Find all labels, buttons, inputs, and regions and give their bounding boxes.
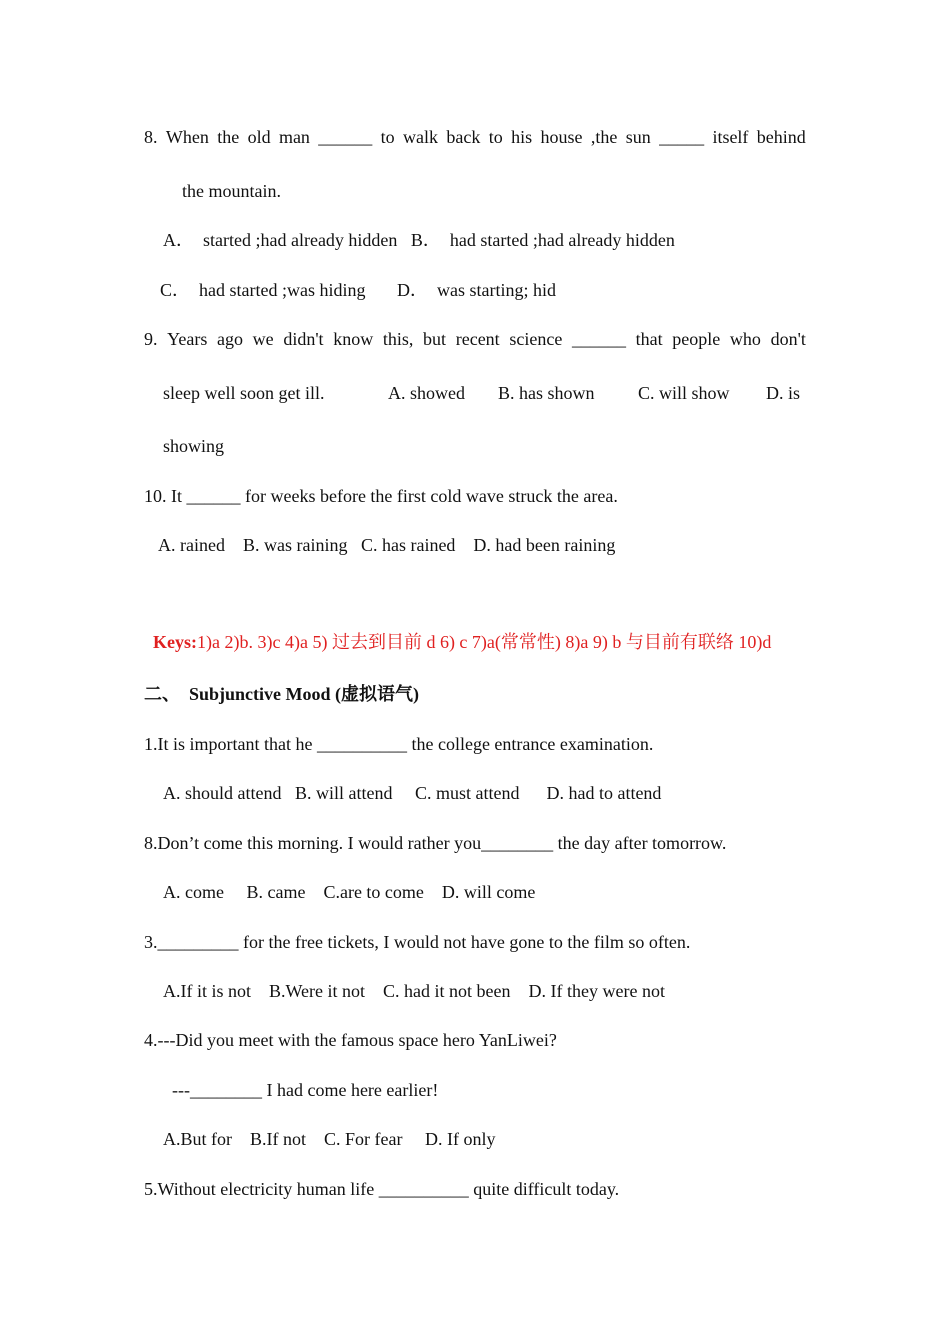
q9-option-a: A. showed — [388, 383, 465, 403]
q9-stem-line-2: sleep well soon get ill. — [163, 383, 325, 403]
word: ago — [217, 329, 243, 349]
word: people — [672, 329, 721, 349]
q8-options-cd: C． had started ;was hiding D． was starting; hid — [160, 280, 556, 300]
word: 9. — [144, 329, 158, 349]
s2-q4-stem: 4.---Did you meet with the famous space hero YanLiwei? — [144, 1030, 557, 1050]
q9-option-d: D. is — [766, 383, 801, 403]
s2-q3-options: A.If it is not B.Were it not C. had it not been D. If they were not — [163, 981, 665, 1001]
s2-q8-stem: 8.Don’t come this morning. I would rather you________ the day after tomorrow. — [144, 833, 727, 853]
word: to — [488, 127, 503, 147]
q9-stem-line-3: showing — [163, 436, 225, 456]
s2-q5-stem: 5.Without electricity human life __________ quite difficult today. — [144, 1179, 620, 1199]
s2-q4-reply: ---________ I had come here earlier! — [172, 1080, 439, 1100]
word: the — [217, 127, 240, 147]
word: recent — [455, 329, 500, 349]
word: that — [635, 329, 663, 349]
q9-option-c: C. will show — [638, 383, 730, 403]
word: we — [252, 329, 274, 349]
s2-q8-options: A. come B. came C.are to come D. will come — [163, 882, 536, 902]
word: sun — [625, 127, 651, 147]
word: house — [540, 127, 583, 147]
keys-text: 1)a 2)b. 3)c 4)a 5) 过去到目前 d 6) c 7)a(常常性) 8)a 9) b 与目前有联络 10)d — [197, 632, 772, 652]
word: behind — [756, 127, 806, 147]
q9-stem-line-1 — [144, 328, 806, 350]
word: didn't — [283, 329, 324, 349]
word: walk — [403, 127, 439, 147]
word: who — [729, 329, 761, 349]
s2-q1-stem: 1.It is important that he __________ the college entrance examination. — [144, 734, 654, 754]
word: to — [380, 127, 395, 147]
q8-stem-line-2: the mountain. — [182, 181, 281, 201]
q10-options: A. rained B. was raining C. has rained D. had been raining — [158, 535, 616, 555]
word: don't — [770, 329, 806, 349]
word: but — [423, 329, 447, 349]
word: old — [247, 127, 271, 147]
word: man — [278, 127, 310, 147]
s2-q1-options: A. should attend B. will attend C. must attend D. had to attend — [163, 783, 662, 803]
q8-options-ab: A． started ;had already hidden B． had started ;had already hidden — [163, 230, 675, 250]
q8-stem-line-1 — [144, 126, 806, 148]
word: itself — [712, 127, 749, 147]
word: science — [509, 329, 563, 349]
section-2-heading: 二、 Subjunctive Mood (虚拟语气) — [144, 684, 420, 704]
word: ______ — [571, 329, 626, 349]
q9-option-b: B. has shown — [498, 383, 595, 403]
q10-stem: 10. It ______ for weeks before the first cold wave struck the area. — [144, 486, 618, 506]
word: _____ — [659, 127, 705, 147]
word: this, — [382, 329, 414, 349]
word: ,the — [590, 127, 618, 147]
answer-keys — [144, 609, 771, 653]
keys-label: Keys: — [153, 632, 197, 652]
word: back — [446, 127, 481, 147]
word: his — [511, 127, 533, 147]
word: 8. — [144, 127, 158, 147]
word: ______ — [318, 127, 373, 147]
word: Years — [167, 329, 208, 349]
word: know — [333, 329, 374, 349]
s2-q4-options: A.But for B.If not C. For fear D. If only — [163, 1129, 496, 1149]
s2-q3-stem: 3._________ for the free tickets, I would not have gone to the film so often. — [144, 932, 691, 952]
word: When — [165, 127, 209, 147]
